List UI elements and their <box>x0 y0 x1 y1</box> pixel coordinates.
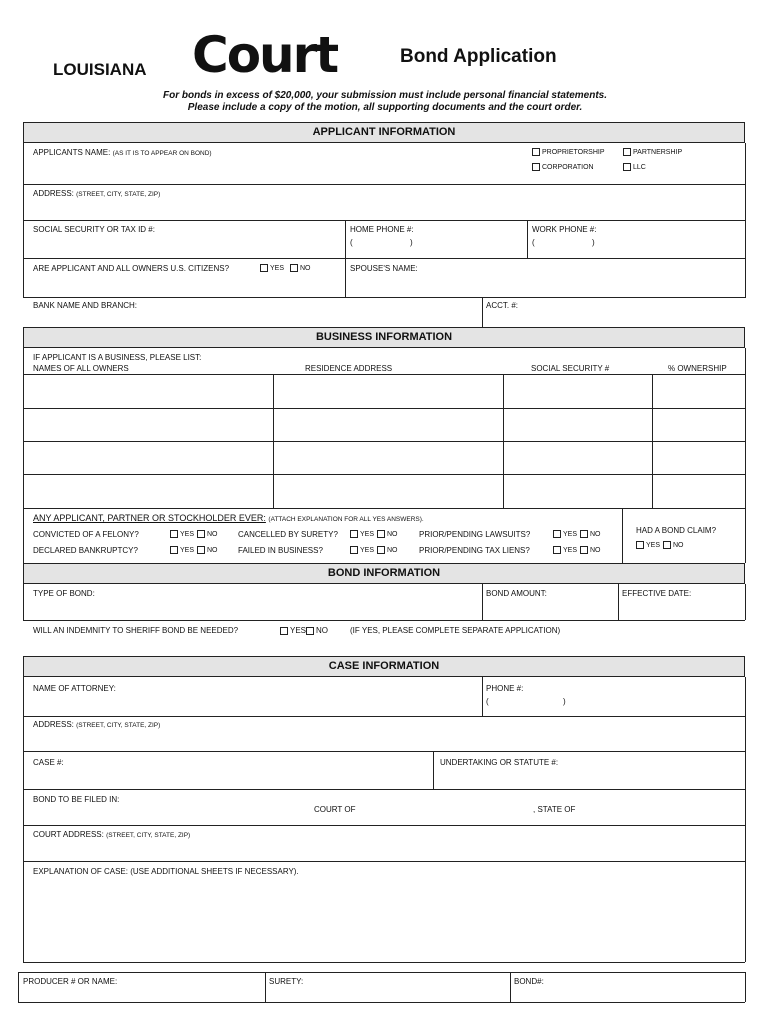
column-divider <box>503 374 504 508</box>
indemnity-note: (IF YES, PLEASE COMPLETE SEPARATE APPLICATION) <box>350 626 561 635</box>
home-phone-field[interactable]: HOME PHONE #: <box>350 225 414 234</box>
residence-address-header: RESIDENCE ADDRESS <box>305 364 393 373</box>
column-divider <box>482 297 483 327</box>
row-divider <box>23 751 745 752</box>
footer-top-border <box>18 972 745 973</box>
form-border <box>745 143 746 298</box>
footer-border <box>745 972 746 1002</box>
section-business-information: BUSINESS INFORMATION <box>23 327 745 348</box>
failed-no-checkbox[interactable]: NO <box>377 546 398 556</box>
social-security-header: SOCIAL SECURITY # <box>531 364 610 373</box>
bond-claim-question: HAD A BOND CLAIM? <box>636 526 717 535</box>
surety-field[interactable]: SURETY: <box>269 977 304 986</box>
work-phone-field[interactable]: WORK PHONE #: <box>532 225 597 234</box>
section-applicant-information: APPLICANT INFORMATION <box>23 122 745 143</box>
row-divider <box>23 716 745 717</box>
column-divider <box>265 972 266 1002</box>
account-number-field[interactable]: ACCT. #: <box>486 301 519 310</box>
column-divider <box>273 374 274 508</box>
owner-row-divider <box>23 408 745 409</box>
bankruptcy-no-checkbox[interactable]: NO <box>197 546 218 556</box>
undertaking-statute-field[interactable]: UNDERTAKING OR STATUTE #: <box>440 758 559 767</box>
cancelled-no-checkbox[interactable]: NO <box>377 530 398 540</box>
indemnity-no-checkbox[interactable]: NO <box>306 626 328 636</box>
home-phone-paren-close: ) <box>410 238 413 247</box>
column-divider <box>482 677 483 716</box>
column-divider <box>618 584 619 620</box>
proprietorship-checkbox[interactable]: PROPRIETORSHIP <box>532 148 605 158</box>
liens-no-checkbox[interactable]: NO <box>580 546 601 556</box>
form-border <box>23 677 24 962</box>
work-phone-paren-close: ) <box>592 238 595 247</box>
column-divider <box>652 374 653 508</box>
form-border <box>23 584 24 620</box>
column-divider <box>527 220 528 258</box>
state-of-label: , STATE OF <box>533 805 576 814</box>
partnership-checkbox[interactable]: PARTNERSHIP <box>623 148 682 158</box>
bond-type-field[interactable]: TYPE OF BOND: <box>33 589 95 598</box>
bank-name-field[interactable]: BANK NAME AND BRANCH: <box>33 301 138 310</box>
form-border <box>745 348 746 563</box>
spouse-name-field[interactable]: SPOUSE'S NAME: <box>350 264 418 273</box>
attorney-name-field[interactable]: NAME OF ATTORNEY: <box>33 684 116 693</box>
cancelled-yes-checkbox[interactable]: YES <box>350 530 374 540</box>
bond-claim-yes-checkbox[interactable]: YES <box>636 541 660 551</box>
producer-field[interactable]: PRODUCER # OR NAME: <box>23 977 118 986</box>
lawsuits-yes-checkbox[interactable]: YES <box>553 530 577 540</box>
row-divider <box>23 962 745 963</box>
failed-yes-checkbox[interactable]: YES <box>350 546 374 556</box>
work-phone-paren-open: ( <box>532 238 535 247</box>
felony-yes-checkbox[interactable]: YES <box>170 530 194 540</box>
court-address-field[interactable]: COURT ADDRESS: (STREET, CITY, STATE, ZIP) <box>33 830 191 839</box>
attorney-phone-paren-open: ( <box>486 697 489 706</box>
row-divider <box>23 861 745 862</box>
applicant-name-field[interactable]: APPLICANTS NAME: (AS IT IS TO APPEAR ON BOND) <box>33 148 212 157</box>
ssn-tax-id-field[interactable]: SOCIAL SECURITY OR TAX ID #: <box>33 225 155 234</box>
row-divider <box>23 258 745 259</box>
failed-business-question: FAILED IN BUSINESS? <box>238 546 323 555</box>
attorney-phone-paren-close: ) <box>563 697 566 706</box>
lawsuits-question: PRIOR/PENDING LAWSUITS? <box>419 530 531 539</box>
bond-filed-in-field[interactable]: BOND TO BE FILED IN: <box>33 795 120 804</box>
owners-names-header: NAMES OF ALL OWNERS <box>33 364 129 373</box>
row-divider <box>23 789 745 790</box>
indemnity-yes-checkbox[interactable]: YES <box>280 626 306 636</box>
owner-row-divider <box>23 441 745 442</box>
section-case-information: CASE INFORMATION <box>23 656 745 677</box>
column-divider <box>345 220 346 298</box>
form-border <box>23 348 24 563</box>
bond-amount-field[interactable]: BOND AMOUNT: <box>486 589 547 598</box>
financial-note: For bonds in excess of $20,000, your submission must include personal financial statements. <box>162 90 608 101</box>
liens-yes-checkbox[interactable]: YES <box>553 546 577 556</box>
column-divider <box>433 751 434 789</box>
row-divider <box>23 620 745 621</box>
citizens-no-checkbox[interactable]: NO <box>290 264 311 274</box>
lawsuits-no-checkbox[interactable]: NO <box>580 530 601 540</box>
case-number-field[interactable]: CASE #: <box>33 758 64 767</box>
home-phone-paren-open: ( <box>350 238 353 247</box>
effective-date-field[interactable]: EFFECTIVE DATE: <box>622 589 692 598</box>
bond-number-field[interactable]: BOND#: <box>514 977 544 986</box>
row-divider <box>23 220 745 221</box>
row-divider <box>23 297 745 298</box>
cancelled-question: CANCELLED BY SURETY? <box>238 530 338 539</box>
citizens-yes-checkbox[interactable]: YES <box>260 264 284 274</box>
owner-row-divider <box>23 474 745 475</box>
corporation-checkbox[interactable]: CORPORATION <box>532 163 594 173</box>
row-divider <box>23 184 745 185</box>
applicant-address-field[interactable]: ADDRESS: (STREET, CITY, STATE, ZIP) <box>33 189 161 198</box>
bankruptcy-yes-checkbox[interactable]: YES <box>170 546 194 556</box>
form-title: Bond Application <box>400 46 557 67</box>
bankruptcy-question: DECLARED BANKRUPTCY? <box>33 546 138 555</box>
felony-no-checkbox[interactable]: NO <box>197 530 218 540</box>
tax-liens-question: PRIOR/PENDING TAX LIENS? <box>419 546 530 555</box>
form-border <box>745 677 746 962</box>
bond-claim-no-checkbox[interactable]: NO <box>663 541 684 551</box>
documents-note: Please include a copy of the motion, all supporting documents and the court order. <box>187 102 583 113</box>
form-border <box>745 584 746 620</box>
row-divider <box>23 508 745 509</box>
footer-border <box>18 972 19 1002</box>
footer-bottom-border <box>18 1002 745 1003</box>
state-name: LOUISIANA <box>53 60 147 79</box>
llc-checkbox[interactable]: LLC <box>623 163 646 173</box>
row-divider <box>23 825 745 826</box>
ever-question: ANY APPLICANT, PARTNER OR STOCKHOLDER EVER: (ATTACH EXPLANATION FOR ALL YES ANSWERS). <box>33 513 424 523</box>
court-of-label: COURT OF <box>314 805 356 814</box>
business-owners-intro: IF APPLICANT IS A BUSINESS, PLEASE LIST: <box>33 353 202 362</box>
case-explanation-field[interactable]: EXPLANATION OF CASE: (USE ADDITIONAL SHEETS IF NECESSARY). <box>33 867 299 876</box>
column-divider <box>482 584 483 620</box>
ownership-header: % OWNERSHIP <box>668 364 727 373</box>
court-logo: Court <box>192 26 338 84</box>
citizens-question: ARE APPLICANT AND ALL OWNERS U.S. CITIZENS? <box>33 264 230 273</box>
column-divider <box>510 972 511 1002</box>
attorney-phone-field[interactable]: PHONE #: <box>486 684 524 693</box>
row-divider <box>23 374 745 375</box>
section-bond-information: BOND INFORMATION <box>23 563 745 584</box>
column-divider <box>622 508 623 563</box>
attorney-address-field[interactable]: ADDRESS: (STREET, CITY, STATE, ZIP) <box>33 720 161 729</box>
felony-question: CONVICTED OF A FELONY? <box>33 530 139 539</box>
indemnity-question: WILL AN INDEMNITY TO SHERIFF BOND BE NEEDED? <box>33 626 239 635</box>
